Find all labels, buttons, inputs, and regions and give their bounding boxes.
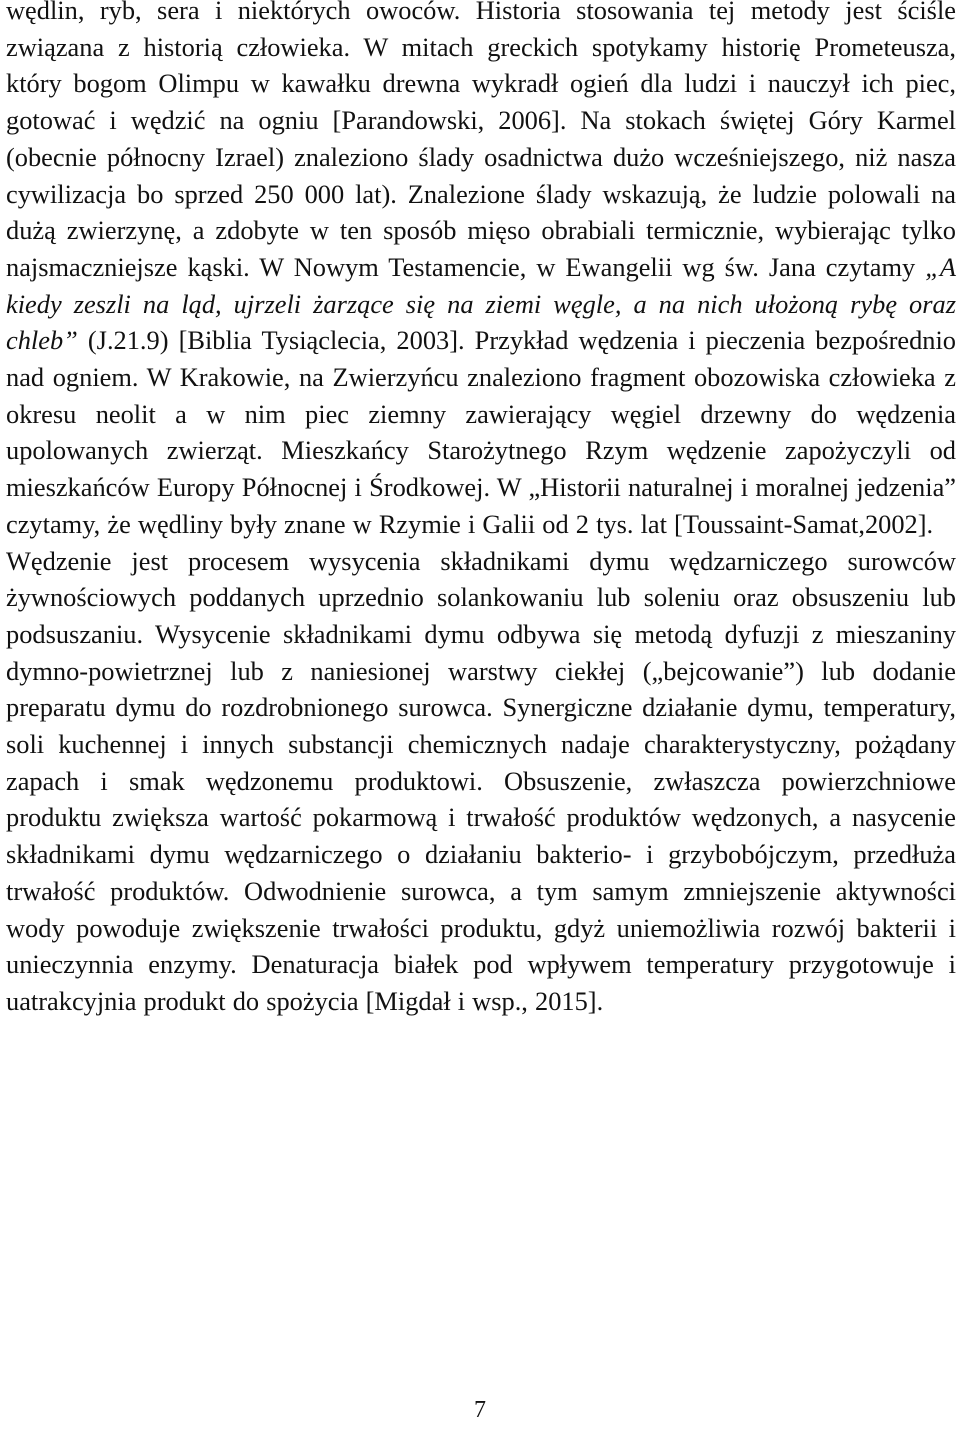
paragraph-smoking-text: Wędzenie jest procesem wysycenia składnikami dymu wędzarniczego surowców żywnościowych poddanych uprzednio solankowaniu lub soleniu oraz obsuszeniu lub podsuszaniu. Wysycenie składnikami dymu odbywa się metodą dyfuzji z mieszaniny dymno-powietrznej lub z naniesionej warstwy ciekłej („bejcowanie”) lub dodanie preparatu dymu do rozdrobnionego surowca. Synergiczne działanie dymu, temperatury, soli kuchennej i innych substancji chemicznych nadaje charakterystyczny, pożądany zapach i smak wędzonemu produktowi. Obsuszenie, zwłaszcza powierzchniowe produktu zwiększa wartość pokarmową i trwałość produktów wędzonych, a nasycenie składnikami dymu wędzarniczego o działaniu bakterio- i grzybobójczym, przedłuża trwałość produktów. Odwodnienie surowca, a tym samym zmniejszenie aktywności wody powoduje zwiększenie trwałości produktu, gdyż uniemożliwia rozwój bakterii i unieczynnia enzymy. Denaturacja białek pod wpływem temperatury przygotowuje i uatrakcyjnia produkt do spożycia [Migdał i wsp., 2015]. xyxy=(6,545,956,1016)
page-number: 7 xyxy=(474,1397,486,1423)
paragraph-history-text-2: (J.21.9) [Biblia Tysiąclecia, 2003]. Przykład wędzenia i pieczenia bezpośrednio nad ogniem. W Krakowie, na Zwierzyńcu znaleziono fragment obozowiska człowieka z okresu neolit a w nim piec ziemny zawierający węgiel drzewny do wędzenia upolowanych zwierząt. Mieszkańcy Starożytnego Rzym wędzenie zapożyczyli od mieszkańców Europy Północnej i Środkowej. W „Historii naturalnej i moralnej jedzenia” czytamy, że wędliny były znane w Rzymie i Galii od 2 tys. lat [Toussaint-Samat,2002]. xyxy=(6,325,956,539)
paragraph-history xyxy=(6,0,956,543)
bible-quote: „A kiedy zeszli na ląd, ujrzeli żarzące się na ziemi węgle, a na nich ułożoną rybę oraz chleb” xyxy=(6,251,956,356)
paragraph-history-text-1: wędlin, ryb, sera i niektórych owoców. Historia stosowania tej metody jest ściśle związana z historią człowieka. W mitach greckich spotykamy historię Prometeusza, który bogom Olimpu w kawałku drewna wykradł ogień dla ludzi i nauczył ich piec, gotować i wędzić na ogniu [Parandowski, 2006]. Na stokach świętej Góry Karmel (obecnie północny Izrael) znaleziono ślady osadnictwa dużo wcześniejszego, niż nasza cywilizacja bo sprzed 250 000 lat). Znalezione ślady wskazują, że ludzie polowali na dużą zwierzynę, a zdobyte w ten sposób mięso obrabiali termicznie, wybierając tylko najsmaczniejsze kąski. W Nowym Testamencie, w Ewangelii wg św. Jana czytamy xyxy=(6,0,956,282)
paragraph-smoking-definition xyxy=(6,543,956,1020)
